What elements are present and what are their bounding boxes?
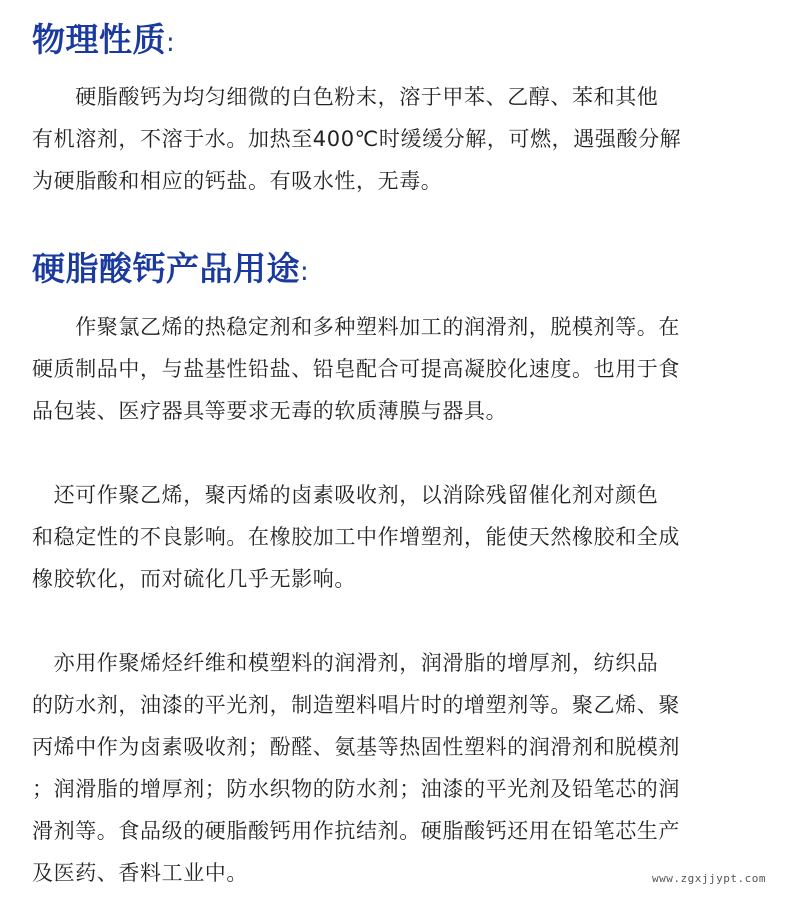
product-uses-paragraph-2 [32, 474, 758, 600]
section-heading-product-uses: 硬脂酸钙产品用途: [32, 249, 310, 288]
product-uses-paragraph-1 [32, 306, 758, 432]
paragraph-line: 硬脂酸钙为均匀细微的白色粉末，溶于甲苯、乙醇、苯和其他 [32, 85, 659, 109]
paragraph-line: 还可作聚乙烯，聚丙烯的卤素吸收剂，以消除残留催化剂对颜色 [32, 483, 659, 507]
paragraph-line: 有机溶剂，不溶于水。加热至400℃时缓缓分解，可燃，遇强酸分解 [32, 127, 682, 151]
paragraph-line: ；润滑脂的增厚剂；防水织物的防水剂；油漆的平光剂及铅笔芯的润 [32, 777, 680, 801]
product-uses-paragraph-3 [32, 642, 758, 894]
paragraph-line: 丙烯中作为卤素吸收剂；酚醛、氨基等热固性塑料的润滑剂和脱模剂 [32, 735, 680, 759]
paragraph-line: 硬质制品中，与盐基性铅盐、铅皂配合可提高凝胶化速度。也用于食 [32, 357, 680, 381]
section-heading-physical-properties: 物理性质: [32, 20, 176, 59]
paragraph-line: 和稳定性的不良影响。在橡胶加工中作增塑剂，能使天然橡胶和全成 [32, 525, 680, 549]
site-watermark: www.zgxjjypt.com [652, 872, 766, 885]
paragraph-line: 及医药、香料工业中。 [32, 861, 248, 885]
paragraph-line: 为硬脂酸和相应的钙盐。有吸水性，无毒。 [32, 169, 443, 193]
paragraph-line: 橡胶软化，而对硫化几乎无影响。 [32, 567, 356, 591]
paragraph-line: 滑剂等。食品级的硬脂酸钙用作抗结剂。硬脂酸钙还用在铅笔芯生产 [32, 819, 680, 843]
paragraph-line: 的防水剂，油漆的平光剂，制造塑料唱片时的增塑剂等。聚乙烯、聚 [32, 693, 680, 717]
paragraph-line: 作聚氯乙烯的热稳定剂和多种塑料加工的润滑剂，脱模剂等。在 [32, 315, 680, 339]
paragraph-line: 亦用作聚烯烃纤维和模塑料的润滑剂，润滑脂的增厚剂，纺织品 [32, 651, 659, 675]
physical-properties-paragraph [32, 76, 758, 202]
paragraph-line: 品包装、医疗器具等要求无毒的软质薄膜与器具。 [32, 399, 508, 423]
